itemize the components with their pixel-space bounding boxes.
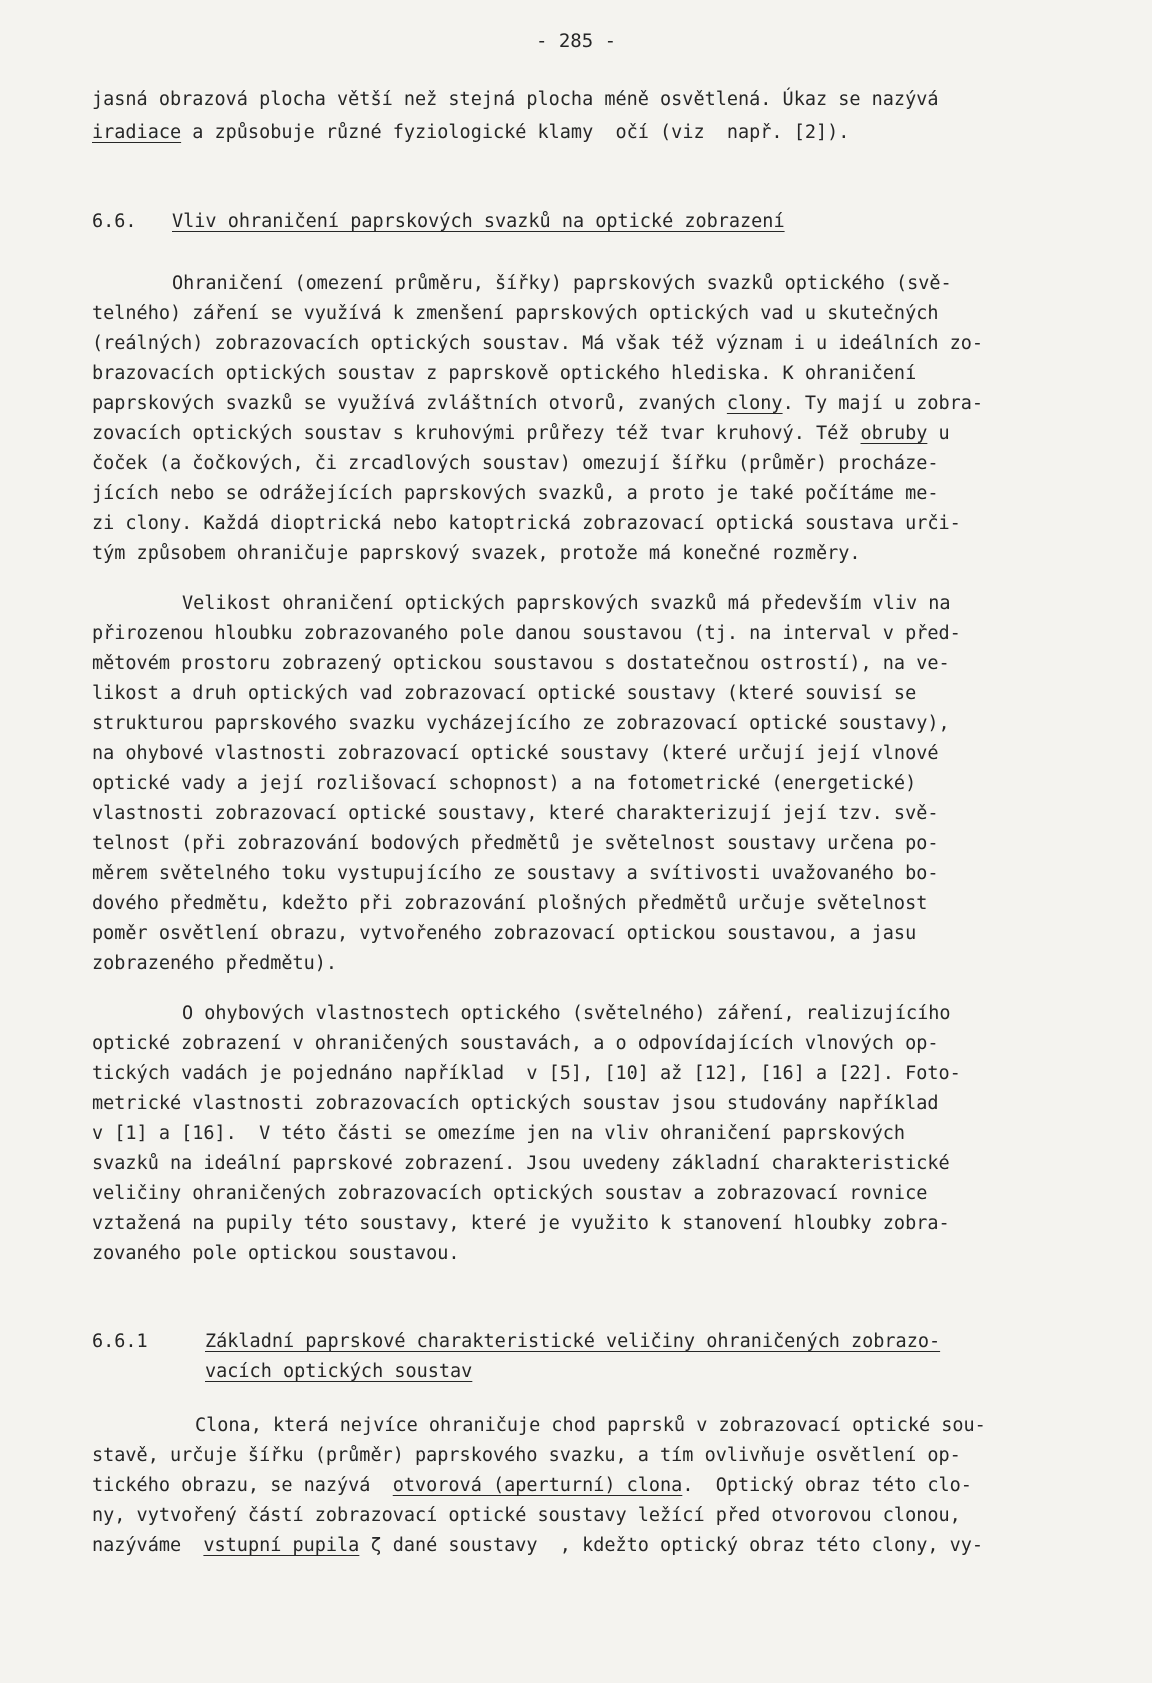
paragraph-2-line: dového předmětu, kdežto při zobrazování plošných předmětů určuje světelnost	[92, 893, 928, 914]
paragraph-1-text: . Ty mají u zobra-	[782, 393, 984, 414]
paragraph-1-line	[92, 422, 1092, 446]
subsection-paragraph-text: ζ dané soustavy , kdežto optický obraz této clony, vy-	[359, 1535, 984, 1556]
paragraph-2-line: Velikost ohraničení optických paprskových svazků má především vliv na	[182, 593, 951, 614]
subsection-paragraph-line: Clona, která nejvíce ohraničuje chod paprsků v zobrazovací optické sou-	[195, 1415, 986, 1436]
paragraph-3-line: veličiny ohraničených zobrazovacích optických soustav a zobrazovací rovnice	[92, 1183, 928, 1204]
paragraph-1-line: brazovacích optických soustav z paprskově optického hlediska. K ohraničení	[92, 363, 917, 384]
page-number: - 285 -	[535, 30, 617, 52]
paragraph-1-line: tým způsobem ohraničuje paprskový svazek, protože má konečné rozměry.	[92, 543, 861, 564]
subsection-paragraph-line	[92, 1474, 1092, 1498]
paragraph-3-line: tických vadách je pojednáno například v [5], [10] až [12], [16] a [22]. Foto-	[92, 1063, 961, 1084]
paragraph-2-line: na ohybové vlastnosti zobrazovací optické soustavy (které určují její vlnové	[92, 743, 939, 764]
subsection-number: 6.6.1	[92, 1331, 148, 1352]
paragraph-1-text: zovacích optických soustav s kruhovými průřezy též tvar kruhový. Též	[92, 423, 861, 444]
paragraph-2-line: mětovém prostoru zobrazený optickou soustavou s dostatečnou ostrostí), na ve-	[92, 653, 950, 674]
paragraph-3-line: optické zobrazení v ohraničených soustavách, a o odpovídajících vlnových op-	[92, 1033, 939, 1054]
subsection-paragraph-line: ny, vytvořený částí zobrazovací optické soustavy ležící před otvorovou clonou,	[92, 1505, 961, 1526]
subsection-paragraph-text: tického obrazu, se nazývá	[92, 1475, 393, 1496]
term-obruby: obruby	[860, 423, 928, 444]
paragraph-2-line: telnost (při zobrazování bodových předmětů je světelnost soustavy určena po-	[92, 833, 939, 854]
paragraph-2-line: zobrazeného předmětu).	[92, 953, 338, 974]
intro-line-2-text: a způsobuje různé fyziologické klamy očí (viz např. [2]).	[181, 122, 850, 143]
paragraph-2-line: vlastnosti zobrazovací optické soustavy, které charakterizují její tzv. svě-	[92, 803, 939, 824]
subsection-paragraph-line: stavě, určuje šířku (průměr) paprskového svazku, a tím ovlivňuje osvětlení op-	[92, 1445, 961, 1466]
subsection-paragraph-text: nazýváme	[92, 1535, 204, 1556]
paragraph-1-text: paprskových svazků se využívá zvláštních otvorů, zvaných	[92, 393, 727, 414]
intro-line-1: jasná obrazová plocha větší než stejná plocha méně osvětlená. Úkaz se nazývá	[92, 89, 939, 110]
paragraph-3-line: vztažená na pupily této soustavy, které je využito k stanovení hloubky zobra-	[92, 1213, 950, 1234]
subsection-title-line-1: Základní paprskové charakteristické veličiny ohraničených zobrazo-	[205, 1331, 941, 1352]
paragraph-1-line: zi clony. Každá dioptrická nebo katoptrická zobrazovací optická soustava urči-	[92, 513, 961, 534]
paragraph-2-line: strukturou paprskového svazku vycházejícího ze zobrazovací optické soustavy),	[92, 713, 950, 734]
subsection-title-line-2: vacích optických soustav	[205, 1361, 473, 1382]
subsection-paragraph-line	[92, 1534, 1092, 1558]
paragraph-3-line: metrické vlastnosti zobrazovacích optických soustav jsou studovány například	[92, 1093, 939, 1114]
intro-line-2	[92, 121, 1092, 145]
section-title: Vliv ohraničení paprskových svazků na optické zobrazení	[172, 211, 785, 232]
term-otvorova-clona: otvorová (aperturní) clona	[392, 1475, 683, 1496]
paragraph-2-line: likost a druh optických vad zobrazovací optické soustavy (které souvisí se	[92, 683, 917, 704]
paragraph-3-line: svazků na ideální paprskové zobrazení. Jsou uvedeny základní charakteristické	[92, 1153, 950, 1174]
term-iradiace: iradiace	[92, 122, 182, 143]
term-clony: clony	[726, 393, 783, 414]
paragraph-1-line: Ohraničení (omezení průměru, šířky) paprskových svazků optického (svě-	[172, 273, 952, 294]
paragraph-2-line: měrem světelného toku vystupujícího ze soustavy a svítivosti uvažovaného bo-	[92, 863, 939, 884]
paragraph-1-line: telného) záření se využívá k zmenšení paprskových optických vad u skutečných	[92, 303, 939, 324]
paragraph-3-line: v [1] a [16]. V této části se omezíme jen na vliv ohraničení paprskových	[92, 1123, 906, 1144]
paragraph-2-line: optické vady a její rozlišovací schopnost) a na fotometrické (energetické)	[92, 773, 917, 794]
paragraph-2-line: přirozenou hloubku zobrazovaného pole danou soustavou (tj. na interval v před-	[92, 623, 961, 644]
paragraph-1-line	[92, 392, 1092, 416]
paragraph-3-line: zovaného pole optickou soustavou.	[92, 1243, 460, 1264]
section-number: 6.6.	[92, 211, 137, 232]
paragraph-1-line: jících nebo se odrážejících paprskových svazků, a proto je také počítáme me-	[92, 483, 939, 504]
term-vstupni-pupila: vstupní pupila	[203, 1535, 360, 1556]
paragraph-1-line: (reálných) zobrazovacích optických soustav. Má však též význam i u ideálních zo-	[92, 333, 984, 354]
paragraph-1-line: čoček (a čočkových, či zrcadlových soustav) omezují šířku (průměr) procháze-	[92, 453, 939, 474]
paragraph-3-line: O ohybových vlastnostech optického (světelného) záření, realizujícího	[182, 1003, 951, 1024]
paragraph-2-line: poměr osvětlení obrazu, vytvořeného zobrazovací optickou soustavou, a jasu	[92, 923, 917, 944]
subsection-paragraph-text: . Optický obraz této clo-	[682, 1475, 972, 1496]
paragraph-1-text: u	[927, 423, 950, 444]
